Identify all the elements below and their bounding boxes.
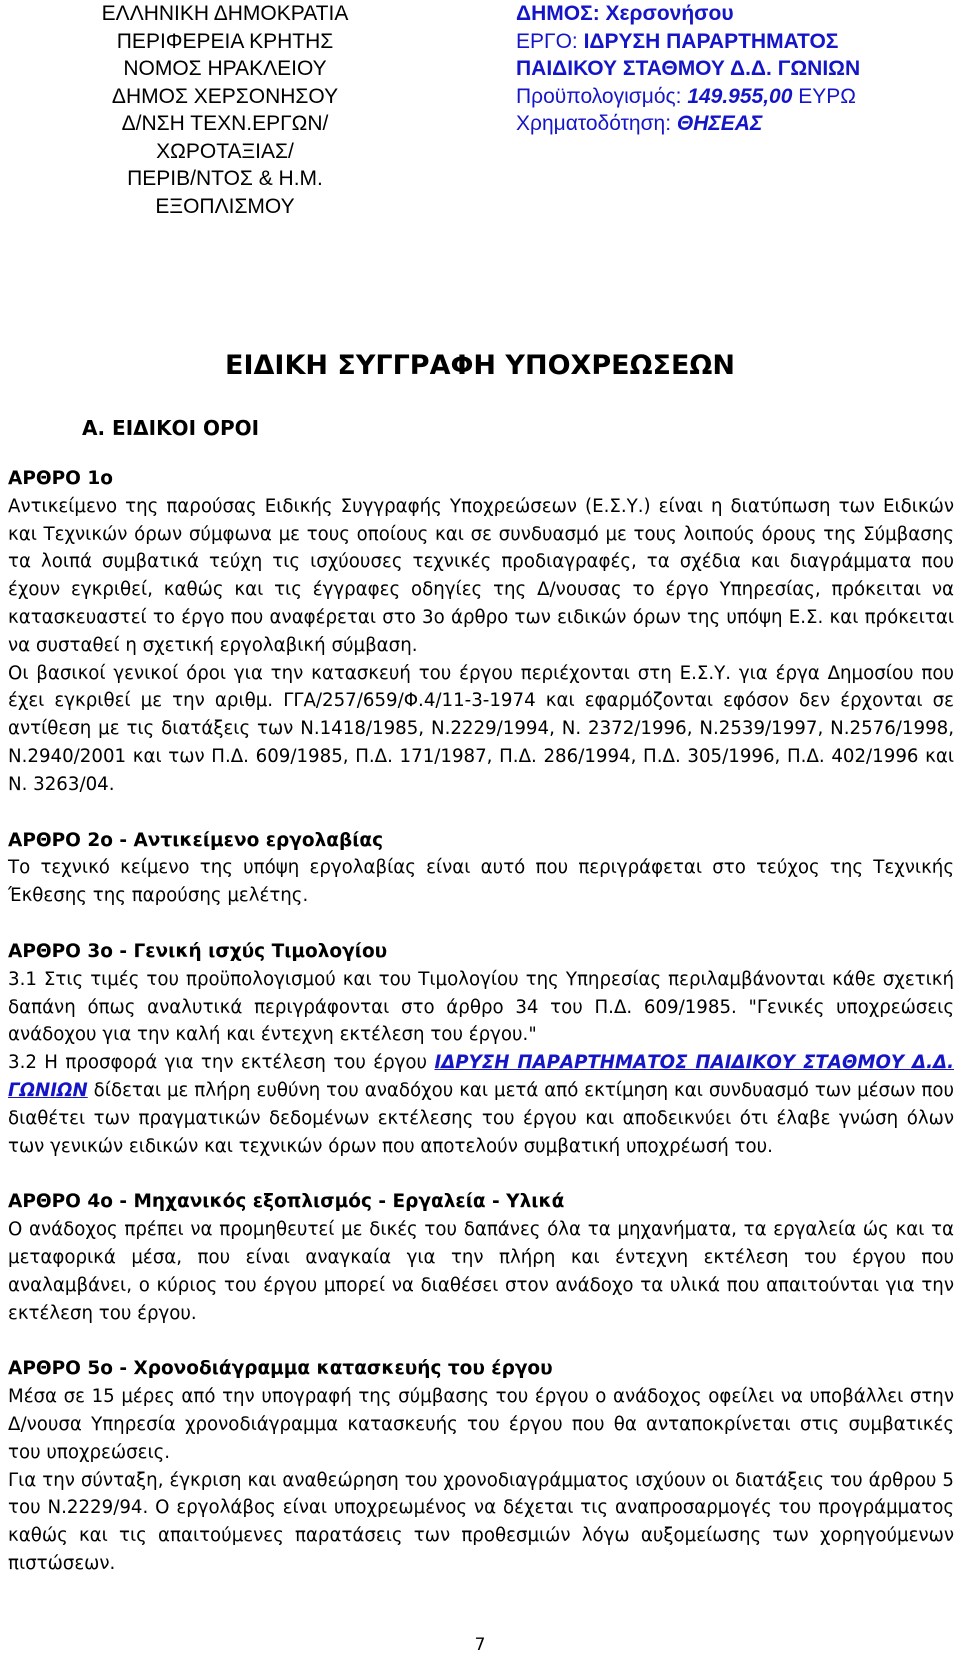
document-title: ΕΙΔΙΚΗ ΣΥΓΓΡΑΦΗ ΥΠΟΧΡΕΩΣΕΩΝ (225, 350, 735, 381)
article-1-paragraph: Αντικείμενο της παρούσας Ειδικής Συγγραφής Υποχρεώσεων (Ε.Σ.Υ.) είναι η διατύπωση των Ειδικών και Τεχνικών όρων σύμφωνα με τους οποίους και σε συνδυασμό με τους λοιπούς όρους της Σύμβασης τα λοιπά συμβατικά τεύχη τις ισχύουσες τεχνικές προδιαγραφές, τα σχέδια και διαγράμματα που έχουν εγκριθεί, καθώς και τις έγγραφες οδηγίες της Δ/νουσας το έργο Υπηρεσίας, πρόκειται να κατασκευαστεί το έργο που αναφέρεται στο 3ο άρθρο των ειδικών όρων της υπόψη Ε.Σ. και πρόκειται να συσταθεί η σχετική εργολαβική σύμβαση. (8, 495, 954, 656)
article-3-paragraph (8, 1049, 954, 1160)
issuer-line: ΠΕΡΙΦΕΡΕΙΑ ΚΡΗΤΗΣ (116, 29, 334, 53)
project-name-highlight: ΙΔΡΥΣΗ ΠΑΡΑΡΤΗΜΑΤΟΣ ΠΑΙΔΙΚΟΥ ΣΤΑΘΜΟΥ Δ.Δ. ΓΩΝΙΩΝ (8, 1052, 955, 1101)
article-3-title: ΑΡΘΡΟ 3ο - Γενική ισχύς Τιμολογίου (8, 940, 388, 962)
article-3-text: 3.2 Η προσφορά για την εκτέλεση του έργου (8, 1052, 435, 1074)
project-label: ΕΡΓΟ: (516, 29, 584, 53)
article-5-paragraph: Για την σύνταξη, έγκριση και αναθεώρηση του χρονοδιαγράμματος ισχύουν οι διατάξεις του άρθρου 5 του Ν.2229/94. Ο εργολάβος είναι υποχρεωμένος να δέχεται τις αναπροσαρμογές του προγράμματος καθώς και τις απαιτούμενες παρατάσεις των προθεσμιών λόγω αυξομείωσης των χορηγούμενων πιστώσεων. (8, 1469, 954, 1574)
funding-value: ΘΗΣΕΑΣ (676, 112, 763, 135)
article-1-paragraph: Οι βασικοί γενικοί όροι για την κατασκευή του έργου περιέχονται στη Ε.Σ.Υ. για έργα Δημοσίου που έχει εγκριθεί με την αριθμ. ΓΓΑ/257/659/Φ.4/11-3-1974 και εφαρμόζονται εφόσον δεν έρχονται σε αντίθεση με τις διατάξεις των Ν.1418/1985, Ν.2229/1994, Ν. 2372/1996, Ν.2539/1997, Ν.2576/1998, Ν.2940/2001 και των Π.Δ. 609/1985, Π.Δ. 171/1987, Π.Δ. 286/1994, Π.Δ. 305/1996, Π.Δ. 402/1996 και Ν. 3263/04. (8, 662, 954, 795)
article-4-paragraph: Ο ανάδοχος πρέπει να προμηθευτεί με δικές του δαπάνες όλα τα μηχανήματα, τα εργαλεία ώς και τα μεταφορικά μέσα, που είναι αναγκαία για την πλήρη και έντεχνη εκτέλεση του έργου που αναλαμβάνει, ο κύριος του έργου μπορεί να διαθέσει στον ανάδοχο τα υλικά που απαιτούνται για την εκτέλεση του έργου. (8, 1219, 954, 1324)
issuer-line: ΕΛΛΗΝΙΚΗ ΔΗΜΟΚΡΑΤΙΑ (101, 2, 349, 25)
budget-line (516, 83, 956, 111)
section-heading: Α. ΕΙΔΙΚΟΙ ΟΡΟΙ (82, 416, 260, 440)
page-number: 7 (474, 1635, 486, 1655)
budget-label: Προϋπολογισμός: (516, 84, 688, 108)
issuer-line: Δ/ΝΣΗ ΤΕΧΝ.ΕΡΓΩΝ/ΧΩΡΟΤΑΞΙΑΣ/ (121, 112, 329, 163)
document-body (8, 465, 954, 1578)
article-2-paragraph: Το τεχνικό κείμενο της υπόψη εργολαβίας είναι αυτό που περιγράφεται στο τεύχος της Τεχνικής Έκθεσης της παρούσης μελέτης. (8, 857, 954, 907)
project-name: ΙΔΡΥΣΗ ΠΑΡΑΡΤΗΜΑΤΟΣ (583, 29, 839, 53)
article-1-title: ΑΡΘΡΟ 1ο (8, 468, 113, 489)
article-4-title: ΑΡΘΡΟ 4ο - Μηχανικός εξοπλισμός - Εργαλεία - Υλικά (8, 1191, 565, 1213)
project-info-block (516, 0, 956, 138)
issuer-line: ΝΟΜΟΣ ΗΡΑΚΛΕΙΟΥ (123, 57, 327, 80)
funding-label: Χρηματοδότηση: (516, 112, 677, 135)
budget-value: 149.955,00 (687, 84, 793, 108)
issuer-line: ΔΗΜΟΣ ΧΕΡΣΟΝΗΣΟΥ (111, 84, 339, 108)
project-line (516, 28, 956, 56)
funding-line (516, 110, 956, 138)
article-5-paragraph: Μέσα σε 15 μέρες από την υπογραφή της σύμβασης του έργου ο ανάδοχος οφείλει να υποβάλλει στην Δ/νουσα Υπηρεσία χρονοδιάγραμμα κατασκευής του έργου που θα ανταποκρίνεται στις συμβατικές του υποχρεώσεις. (8, 1386, 954, 1463)
municipality-line: ΔΗΜΟΣ: Χερσονήσου (516, 2, 734, 25)
article-3-text: δίδεται με πλήρη ευθύνη του αναδόχου και μετά από εκτίμηση και συνδυασμό των μέσων που διαθέτει των πραγματικών δεδομένων εκτέλεσης του έργου και αποδεικνύει ότι έλαβε γνώση όλων των γενικών ειδικών και τεχνικών όρων που αποτελούν συμβατική υποχρέωσή του. (8, 1079, 954, 1157)
article-2-title: ΑΡΘΡΟ 2ο - Αντικείμενο εργολαβίας (8, 829, 384, 851)
article-5-title: ΑΡΘΡΟ 5ο - Χρονοδιάγραμμα κατασκευής του έργου (8, 1358, 553, 1380)
article-3-paragraph: 3.1 Στις τιμές του προϋπολογισμού και του Τιμολογίου της Υπηρεσίας περιλαμβάνονται κάθε σχετική δαπάνη όπως αναλυτικά περιγράφονται στο άρθρο 34 του Π.Δ. 609/1985. "Γενικές υποχρεώσεις ανάδοχου για την καλή και έντεχνη εκτέλεση του έργου." (8, 968, 954, 1046)
budget-currency: ΕΥΡΩ (792, 84, 856, 108)
issuer-block (60, 0, 390, 220)
project-name-cont: ΠΑΙΔΙΚΟΥ ΣΤΑΘΜΟΥ Δ.Δ. ΓΩΝΙΩΝ (516, 57, 861, 80)
issuer-line: ΠΕΡΙΒ/ΝΤΟΣ & Η.Μ. ΕΞΟΠΛΙΣΜΟΥ (127, 167, 323, 218)
